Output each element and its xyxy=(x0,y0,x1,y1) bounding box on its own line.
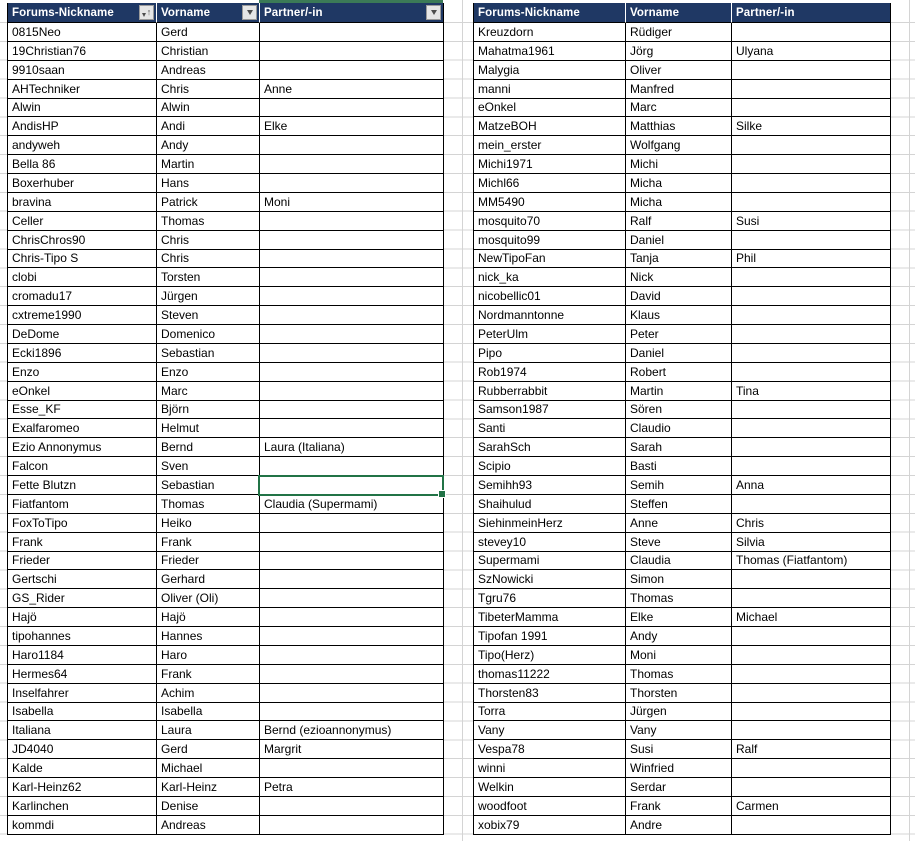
cell-right-r28-c2[interactable]: Steve xyxy=(626,533,732,552)
cell-right-r3-c1[interactable]: Malygia xyxy=(474,61,626,80)
cell-left-r15-c3[interactable] xyxy=(260,287,444,306)
cell-left-r13-c2[interactable]: Chris xyxy=(157,250,260,269)
cell-left-r39-c1[interactable]: JD4040 xyxy=(8,740,157,759)
cell-left-r42-c3[interactable] xyxy=(260,797,444,816)
cell-right-r1-c2[interactable]: Rüdiger xyxy=(626,23,732,42)
cell-left-r21-c2[interactable]: Björn xyxy=(157,401,260,420)
cell-right-r6-c3[interactable]: Silke xyxy=(732,117,891,136)
cell-right-r35-c1[interactable]: thomas11222 xyxy=(474,665,626,684)
cell-left-r38-c3[interactable]: Bernd (ezioannonymus) xyxy=(260,721,444,740)
cell-right-r18-c1[interactable]: Pipo xyxy=(474,344,626,363)
cell-left-r43-c3[interactable] xyxy=(260,816,444,835)
cell-right-r36-c3[interactable] xyxy=(732,684,891,703)
cell-right-r25-c1[interactable]: Semihh93 xyxy=(474,476,626,495)
cell-left-r16-c2[interactable]: Steven xyxy=(157,306,260,325)
cell-left-r40-c2[interactable]: Michael xyxy=(157,759,260,778)
cell-right-r8-c2[interactable]: Michi xyxy=(626,155,732,174)
sort-ascending-filter-icon xyxy=(142,13,146,17)
cell-left-r23-c2[interactable]: Bernd xyxy=(157,438,260,457)
cell-left-r37-c3[interactable] xyxy=(260,703,444,722)
cell-left-r13-c3[interactable] xyxy=(260,250,444,269)
cell-left-r3-c1[interactable]: 9910saan xyxy=(8,61,157,80)
column-header-label: Vorname xyxy=(630,6,680,19)
cell-right-r13-c1[interactable]: NewTipoFan xyxy=(474,250,626,269)
cell-right-r34-c3[interactable] xyxy=(732,646,891,665)
column-header-forums-nickname[interactable] xyxy=(474,3,626,23)
cell-left-r8-c2[interactable]: Martin xyxy=(157,155,260,174)
cell-right-r26-c1[interactable]: Shaihulud xyxy=(474,495,626,514)
cell-right-r39-c1[interactable]: Vespa78 xyxy=(474,740,626,759)
cell-right-r31-c2[interactable]: Thomas xyxy=(626,589,732,608)
cell-right-r1-c3[interactable] xyxy=(732,23,891,42)
cell-left-r4-c1[interactable]: AHTechniker xyxy=(8,80,157,99)
cell-right-r33-c2[interactable]: Andy xyxy=(626,627,732,646)
cell-right-r3-c3[interactable] xyxy=(732,61,891,80)
cell-left-r30-c3[interactable] xyxy=(260,570,444,589)
cell-right-r14-c1[interactable]: nick_ka xyxy=(474,268,626,287)
cell-right-r24-c2[interactable]: Basti xyxy=(626,457,732,476)
column-header-label: Partner/-in xyxy=(264,6,323,19)
cell-left-r43-c2[interactable]: Andreas xyxy=(157,816,260,835)
cell-left-r10-c3[interactable]: Moni xyxy=(260,193,444,212)
cell-left-r23-c1[interactable]: Ezio Annonymus xyxy=(8,438,157,457)
cell-left-r10-c1[interactable]: bravina xyxy=(8,193,157,212)
cell-right-r11-c3[interactable]: Susi xyxy=(732,212,891,231)
right-margin-gridlines xyxy=(891,4,915,835)
cell-right-r16-c1[interactable]: Nordmanntonne xyxy=(474,306,626,325)
cell-left-r24-c3[interactable] xyxy=(260,457,444,476)
cell-right-r27-c2[interactable]: Anne xyxy=(626,514,732,533)
cell-left-r17-c1[interactable]: DeDome xyxy=(8,325,157,344)
column-header-label: Partner/-in xyxy=(736,6,795,19)
filter-button-vorname[interactable] xyxy=(242,5,257,20)
cell-left-r31-c2[interactable]: Oliver (Oli) xyxy=(157,589,260,608)
cell-right-r43-c2[interactable]: Andre xyxy=(626,816,732,835)
cell-right-r24-c1[interactable]: Scipio xyxy=(474,457,626,476)
cell-right-r13-c3[interactable]: Phil xyxy=(732,250,891,269)
cell-left-r22-c3[interactable] xyxy=(260,419,444,438)
cell-right-r42-c1[interactable]: woodfoot xyxy=(474,797,626,816)
cell-right-r3-c2[interactable]: Oliver xyxy=(626,61,732,80)
cell-right-r16-c2[interactable]: Klaus xyxy=(626,306,732,325)
cell-right-r27-c3[interactable]: Chris xyxy=(732,514,891,533)
member-table-right xyxy=(473,3,891,835)
cell-right-r9-c3[interactable] xyxy=(732,174,891,193)
cell-left-r14-c1[interactable]: clobi xyxy=(8,268,157,287)
cell-left-r36-c2[interactable]: Achim xyxy=(157,684,260,703)
cell-left-r7-c1[interactable]: andyweh xyxy=(8,136,157,155)
cell-right-r7-c2[interactable]: Wolfgang xyxy=(626,136,732,155)
cell-left-r28-c3[interactable] xyxy=(260,533,444,552)
cell-left-r41-c1[interactable]: Karl-Heinz62 xyxy=(8,778,157,797)
cell-left-r7-c3[interactable] xyxy=(260,136,444,155)
cell-left-r41-c3[interactable]: Petra xyxy=(260,778,444,797)
cell-right-r5-c1[interactable]: eOnkel xyxy=(474,99,626,118)
cell-right-r41-c2[interactable]: Serdar xyxy=(626,778,732,797)
cell-right-r35-c2[interactable]: Thomas xyxy=(626,665,732,684)
cell-right-r34-c2[interactable]: Moni xyxy=(626,646,732,665)
cell-right-r15-c2[interactable]: David xyxy=(626,287,732,306)
cell-left-r10-c2[interactable]: Patrick xyxy=(157,193,260,212)
cell-right-r16-c3[interactable] xyxy=(732,306,891,325)
cell-right-r30-c1[interactable]: SzNowicki xyxy=(474,570,626,589)
column-header-vorname[interactable] xyxy=(157,3,260,23)
cell-right-r29-c3[interactable]: Thomas (Fiatfantom) xyxy=(732,552,891,571)
cell-left-r35-c1[interactable]: Hermes64 xyxy=(8,665,157,684)
cell-right-r12-c2[interactable]: Daniel xyxy=(626,231,732,250)
cell-left-r17-c2[interactable]: Domenico xyxy=(157,325,260,344)
cell-left-r37-c2[interactable]: Isabella xyxy=(157,703,260,722)
cell-left-r32-c2[interactable]: Hajö xyxy=(157,608,260,627)
cell-left-r1-c3[interactable] xyxy=(260,23,444,42)
cell-left-r30-c2[interactable]: Gerhard xyxy=(157,570,260,589)
cell-right-r19-c3[interactable] xyxy=(732,363,891,382)
cell-right-r17-c1[interactable]: PeterUlm xyxy=(474,325,626,344)
cell-right-r30-c3[interactable] xyxy=(732,570,891,589)
cell-right-r12-c3[interactable] xyxy=(732,231,891,250)
cell-right-r10-c1[interactable]: MM5490 xyxy=(474,193,626,212)
cell-right-r32-c3[interactable]: Michael xyxy=(732,608,891,627)
cell-right-r40-c3[interactable] xyxy=(732,759,891,778)
cell-left-r18-c3[interactable] xyxy=(260,344,444,363)
cell-left-r31-c3[interactable] xyxy=(260,589,444,608)
cell-left-r42-c1[interactable]: Karlinchen xyxy=(8,797,157,816)
column-header-forums-nickname[interactable] xyxy=(8,3,157,23)
cell-left-r9-c2[interactable]: Hans xyxy=(157,174,260,193)
cell-left-r20-c1[interactable]: eOnkel xyxy=(8,382,157,401)
cell-right-r8-c1[interactable]: Michi1971 xyxy=(474,155,626,174)
cell-right-r15-c1[interactable]: nicobellic01 xyxy=(474,287,626,306)
cell-right-r23-c1[interactable]: SarahSch xyxy=(474,438,626,457)
cell-right-r6-c1[interactable]: MatzeBOH xyxy=(474,117,626,136)
cell-right-r23-c3[interactable] xyxy=(732,438,891,457)
cell-right-r21-c3[interactable] xyxy=(732,401,891,420)
cell-left-r1-c1[interactable]: 0815Neo xyxy=(8,23,157,42)
cell-left-r12-c3[interactable] xyxy=(260,231,444,250)
cell-right-r29-c2[interactable]: Claudia xyxy=(626,552,732,571)
cell-right-r27-c1[interactable]: SiehinmeinHerz xyxy=(474,514,626,533)
cell-left-r5-c1[interactable]: Alwin xyxy=(8,99,157,118)
cell-left-r29-c2[interactable]: Frieder xyxy=(157,552,260,571)
cell-right-r37-c3[interactable] xyxy=(732,703,891,722)
selected-cell-outline xyxy=(258,475,444,496)
cell-left-r24-c1[interactable]: Falcon xyxy=(8,457,157,476)
cell-left-r35-c3[interactable] xyxy=(260,665,444,684)
cell-right-r32-c2[interactable]: Elke xyxy=(626,608,732,627)
cell-left-r2-c3[interactable] xyxy=(260,42,444,61)
cell-right-r24-c3[interactable] xyxy=(732,457,891,476)
cell-right-r43-c1[interactable]: xobix79 xyxy=(474,816,626,835)
cell-right-r1-c1[interactable]: Kreuzdorn xyxy=(474,23,626,42)
cell-left-r5-c3[interactable] xyxy=(260,99,444,118)
cell-left-r33-c3[interactable] xyxy=(260,627,444,646)
cell-left-r34-c3[interactable] xyxy=(260,646,444,665)
cell-right-r22-c1[interactable]: Santi xyxy=(474,419,626,438)
cell-right-r26-c3[interactable] xyxy=(732,495,891,514)
cell-right-r10-c2[interactable]: Micha xyxy=(626,193,732,212)
cell-left-r39-c2[interactable]: Gerd xyxy=(157,740,260,759)
gap-gridlines xyxy=(444,4,473,835)
cell-left-r1-c2[interactable]: Gerd xyxy=(157,23,260,42)
cell-left-r21-c3[interactable] xyxy=(260,401,444,420)
cell-right-r7-c1[interactable]: mein_erster xyxy=(474,136,626,155)
cell-right-r41-c3[interactable] xyxy=(732,778,891,797)
cell-right-r43-c3[interactable] xyxy=(732,816,891,835)
cell-left-r14-c3[interactable] xyxy=(260,268,444,287)
gap-column-gridline xyxy=(462,0,463,841)
cell-left-r28-c1[interactable]: Frank xyxy=(8,533,157,552)
left-margin-gridlines xyxy=(0,4,7,835)
cell-left-r18-c2[interactable]: Sebastian xyxy=(157,344,260,363)
cell-left-r41-c2[interactable]: Karl-Heinz xyxy=(157,778,260,797)
cell-left-r21-c1[interactable]: Esse_KF xyxy=(8,401,157,420)
cell-right-r20-c2[interactable]: Martin xyxy=(626,382,732,401)
cell-right-r8-c3[interactable] xyxy=(732,155,891,174)
cell-left-r4-c2[interactable]: Chris xyxy=(157,80,260,99)
column-header-label: Vorname xyxy=(161,6,211,19)
cell-right-r4-c1[interactable]: manni xyxy=(474,80,626,99)
cell-right-r12-c1[interactable]: mosquito99 xyxy=(474,231,626,250)
cell-left-r31-c1[interactable]: GS_Rider xyxy=(8,589,157,608)
cell-right-r22-c3[interactable] xyxy=(732,419,891,438)
cell-left-r35-c2[interactable]: Frank xyxy=(157,665,260,684)
cell-left-r43-c1[interactable]: kommdi xyxy=(8,816,157,835)
cell-left-r33-c1[interactable]: tipohannes xyxy=(8,627,157,646)
cell-right-r42-c2[interactable]: Frank xyxy=(626,797,732,816)
right-column-gridline xyxy=(909,0,910,841)
cell-left-r16-c1[interactable]: cxtreme1990 xyxy=(8,306,157,325)
cell-left-r25-c1[interactable]: Fette Blutzn xyxy=(8,476,157,495)
cell-right-r21-c1[interactable]: Samson1987 xyxy=(474,401,626,420)
cell-left-r38-c1[interactable]: Italiana xyxy=(8,721,157,740)
cell-right-r22-c2[interactable]: Claudio xyxy=(626,419,732,438)
cell-left-r29-c1[interactable]: Frieder xyxy=(8,552,157,571)
cell-left-r5-c2[interactable]: Alwin xyxy=(157,99,260,118)
cell-right-r38-c3[interactable] xyxy=(732,721,891,740)
cell-right-r32-c1[interactable]: TibeterMamma xyxy=(474,608,626,627)
member-table-left xyxy=(7,3,444,835)
cell-left-r18-c1[interactable]: Ecki1896 xyxy=(8,344,157,363)
cell-right-r25-c3[interactable]: Anna xyxy=(732,476,891,495)
cell-right-r37-c1[interactable]: Torra xyxy=(474,703,626,722)
cell-right-r41-c1[interactable]: Welkin xyxy=(474,778,626,797)
cell-left-r2-c2[interactable]: Christian xyxy=(157,42,260,61)
cell-left-r23-c3[interactable]: Laura (Italiana) xyxy=(260,438,444,457)
cell-right-r39-c2[interactable]: Susi xyxy=(626,740,732,759)
cell-right-r35-c3[interactable] xyxy=(732,665,891,684)
cell-left-r34-c2[interactable]: Haro xyxy=(157,646,260,665)
cell-left-r2-c1[interactable]: 19Christian76 xyxy=(8,42,157,61)
cell-right-r31-c1[interactable]: Tgru76 xyxy=(474,589,626,608)
cell-right-r14-c2[interactable]: Nick xyxy=(626,268,732,287)
cell-right-r9-c1[interactable]: Michl66 xyxy=(474,174,626,193)
cell-left-r12-c2[interactable]: Chris xyxy=(157,231,260,250)
cell-left-r26-c3[interactable]: Claudia (Supermami) xyxy=(260,495,444,514)
column-header-label: Forums-Nickname xyxy=(478,6,580,19)
dropdown-arrow-icon xyxy=(431,10,437,15)
cell-right-r14-c3[interactable] xyxy=(732,268,891,287)
cell-left-r9-c1[interactable]: Boxerhuber xyxy=(8,174,157,193)
cell-left-r25-c2[interactable]: Sebastian xyxy=(157,476,260,495)
cell-right-r11-c1[interactable]: mosquito70 xyxy=(474,212,626,231)
cell-left-r26-c2[interactable]: Thomas xyxy=(157,495,260,514)
cell-left-r6-c1[interactable]: AndisHP xyxy=(8,117,157,136)
cell-left-r27-c3[interactable] xyxy=(260,514,444,533)
filter-button-forums-nickname[interactable] xyxy=(139,5,154,20)
cell-right-r18-c2[interactable]: Daniel xyxy=(626,344,732,363)
cell-left-r7-c2[interactable]: Andy xyxy=(157,136,260,155)
cell-right-r19-c2[interactable]: Robert xyxy=(626,363,732,382)
cell-left-r36-c3[interactable] xyxy=(260,684,444,703)
cell-right-r36-c1[interactable]: Thorsten83 xyxy=(474,684,626,703)
cell-left-r15-c2[interactable]: Jürgen xyxy=(157,287,260,306)
cell-left-r36-c1[interactable]: Inselfahrer xyxy=(8,684,157,703)
cell-left-r11-c2[interactable]: Thomas xyxy=(157,212,260,231)
cell-left-r37-c1[interactable]: Isabella xyxy=(8,703,157,722)
cell-left-r3-c3[interactable] xyxy=(260,61,444,80)
cell-left-r27-c1[interactable]: FoxToTipo xyxy=(8,514,157,533)
cell-right-r2-c1[interactable]: Mahatma1961 xyxy=(474,42,626,61)
cell-left-r11-c1[interactable]: Celler xyxy=(8,212,157,231)
cell-right-r36-c2[interactable]: Thorsten xyxy=(626,684,732,703)
cell-right-r40-c1[interactable]: winni xyxy=(474,759,626,778)
cell-left-r15-c1[interactable]: cromadu17 xyxy=(8,287,157,306)
cell-right-r33-c3[interactable] xyxy=(732,627,891,646)
cell-right-r30-c2[interactable]: Simon xyxy=(626,570,732,589)
cell-left-r40-c1[interactable]: Kalde xyxy=(8,759,157,778)
cell-left-r17-c3[interactable] xyxy=(260,325,444,344)
cell-right-r29-c1[interactable]: Supermami xyxy=(474,552,626,571)
cell-left-r40-c3[interactable] xyxy=(260,759,444,778)
column-header-partner-in[interactable] xyxy=(732,3,891,23)
cell-right-r4-c2[interactable]: Manfred xyxy=(626,80,732,99)
cell-left-r8-c1[interactable]: Bella 86 xyxy=(8,155,157,174)
cell-left-r24-c2[interactable]: Sven xyxy=(157,457,260,476)
cell-left-r20-c2[interactable]: Marc xyxy=(157,382,260,401)
cell-left-r12-c1[interactable]: ChrisChros90 xyxy=(8,231,157,250)
cell-left-r11-c3[interactable] xyxy=(260,212,444,231)
cell-right-r25-c2[interactable]: Semih xyxy=(626,476,732,495)
cell-left-r32-c1[interactable]: Hajö xyxy=(8,608,157,627)
cell-left-r19-c2[interactable]: Enzo xyxy=(157,363,260,382)
column-header-partner-in[interactable] xyxy=(260,3,444,23)
cell-left-r6-c3[interactable]: Elke xyxy=(260,117,444,136)
filter-button-partner-in[interactable] xyxy=(426,5,441,20)
column-header-label: Forums-Nickname xyxy=(12,6,114,19)
cell-right-r33-c1[interactable]: Tipofan 1991 xyxy=(474,627,626,646)
cell-left-r22-c2[interactable]: Helmut xyxy=(157,419,260,438)
cell-right-r40-c2[interactable]: Winfried xyxy=(626,759,732,778)
cell-left-r16-c3[interactable] xyxy=(260,306,444,325)
cell-left-r27-c2[interactable]: Heiko xyxy=(157,514,260,533)
cell-left-r19-c1[interactable]: Enzo xyxy=(8,363,157,382)
cell-left-r26-c1[interactable]: Fiatfantom xyxy=(8,495,157,514)
cell-right-r17-c2[interactable]: Peter xyxy=(626,325,732,344)
column-header-vorname[interactable] xyxy=(626,3,732,23)
cell-right-r28-c1[interactable]: stevey10 xyxy=(474,533,626,552)
cell-left-r4-c3[interactable]: Anne xyxy=(260,80,444,99)
cell-right-r28-c3[interactable]: Silvia xyxy=(732,533,891,552)
cell-left-r19-c3[interactable] xyxy=(260,363,444,382)
cell-left-r39-c3[interactable]: Margrit xyxy=(260,740,444,759)
cell-left-r28-c2[interactable]: Frank xyxy=(157,533,260,552)
cell-right-r38-c1[interactable]: Vany xyxy=(474,721,626,740)
cell-right-r17-c3[interactable] xyxy=(732,325,891,344)
cell-left-r32-c3[interactable] xyxy=(260,608,444,627)
cell-left-r30-c1[interactable]: Gertschi xyxy=(8,570,157,589)
cell-right-r9-c2[interactable]: Micha xyxy=(626,174,732,193)
fill-handle[interactable] xyxy=(438,490,446,498)
cell-right-r21-c2[interactable]: Sören xyxy=(626,401,732,420)
cell-right-r18-c3[interactable] xyxy=(732,344,891,363)
cell-right-r20-c3[interactable]: Tina xyxy=(732,382,891,401)
cell-right-r2-c2[interactable]: Jörg xyxy=(626,42,732,61)
cell-right-r31-c3[interactable] xyxy=(732,589,891,608)
cell-left-r13-c1[interactable]: Chris-Tipo S xyxy=(8,250,157,269)
cell-left-r29-c3[interactable] xyxy=(260,552,444,571)
cell-right-r19-c1[interactable]: Rob1974 xyxy=(474,363,626,382)
cell-right-r38-c2[interactable]: Vany xyxy=(626,721,732,740)
cell-left-r38-c2[interactable]: Laura xyxy=(157,721,260,740)
cell-right-r5-c2[interactable]: Marc xyxy=(626,99,732,118)
cell-right-r4-c3[interactable] xyxy=(732,80,891,99)
cell-right-r37-c2[interactable]: Jürgen xyxy=(626,703,732,722)
cell-right-r42-c3[interactable]: Carmen xyxy=(732,797,891,816)
cell-left-r33-c2[interactable]: Hannes xyxy=(157,627,260,646)
cell-right-r13-c2[interactable]: Tanja xyxy=(626,250,732,269)
cell-right-r15-c3[interactable] xyxy=(732,287,891,306)
cell-left-r14-c2[interactable]: Torsten xyxy=(157,268,260,287)
cell-left-r6-c2[interactable]: Andi xyxy=(157,117,260,136)
cell-left-r8-c3[interactable] xyxy=(260,155,444,174)
cell-right-r39-c3[interactable]: Ralf xyxy=(732,740,891,759)
cell-right-r2-c3[interactable]: Ulyana xyxy=(732,42,891,61)
cell-left-r3-c2[interactable]: Andreas xyxy=(157,61,260,80)
cell-right-r23-c2[interactable]: Sarah xyxy=(626,438,732,457)
cell-left-r22-c1[interactable]: Exalfaromeo xyxy=(8,419,157,438)
cell-right-r6-c2[interactable]: Matthias xyxy=(626,117,732,136)
dropdown-arrow-icon xyxy=(247,10,253,15)
cell-right-r20-c1[interactable]: Rubberrabbit xyxy=(474,382,626,401)
cell-right-r10-c3[interactable] xyxy=(732,193,891,212)
cell-right-r5-c3[interactable] xyxy=(732,99,891,118)
cell-right-r26-c2[interactable]: Steffen xyxy=(626,495,732,514)
cell-right-r11-c2[interactable]: Ralf xyxy=(626,212,732,231)
cell-left-r9-c3[interactable] xyxy=(260,174,444,193)
cell-left-r42-c2[interactable]: Denise xyxy=(157,797,260,816)
cell-left-r34-c1[interactable]: Haro1184 xyxy=(8,646,157,665)
cell-left-r20-c3[interactable] xyxy=(260,382,444,401)
sort-ascending-arrow-icon: ↑ xyxy=(146,7,152,17)
cell-right-r34-c1[interactable]: Tipo(Herz) xyxy=(474,646,626,665)
cell-right-r7-c3[interactable] xyxy=(732,136,891,155)
